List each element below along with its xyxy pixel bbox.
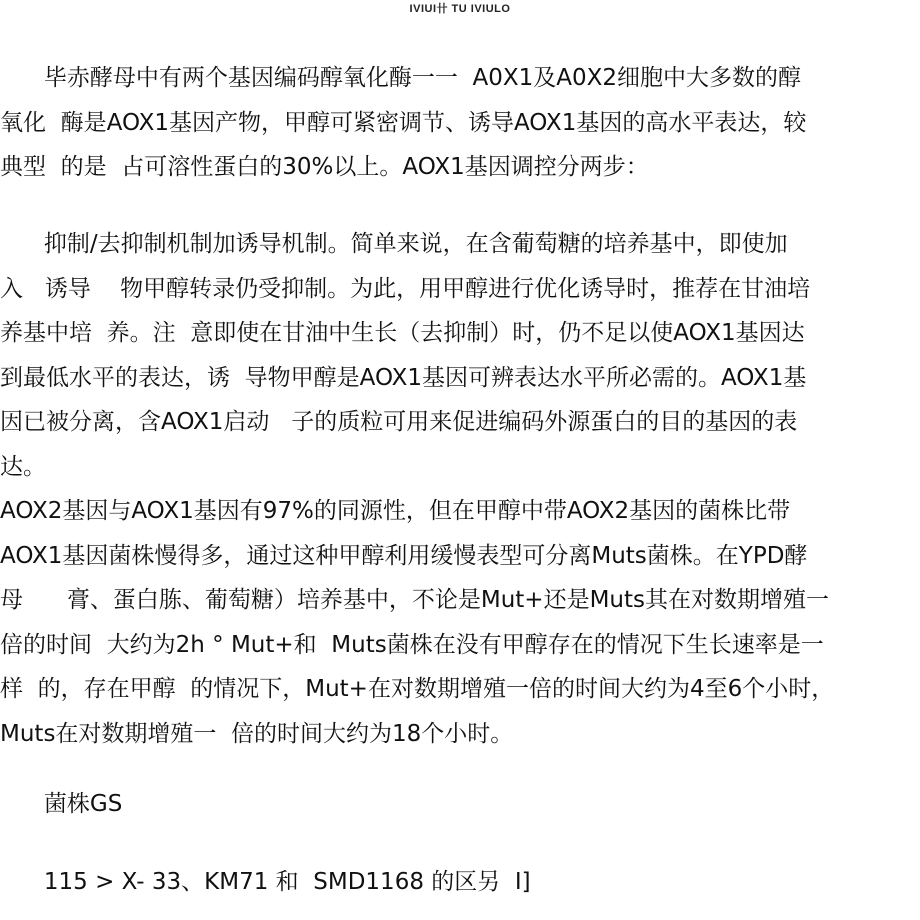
text-line: 养基中培 养。注 意即使在甘油中生长（去抑制）时，仍不足以使AOX1基因达 [0, 320, 805, 346]
page-header: IVIUI卄 TU IVIULO [409, 3, 511, 15]
paragraph-strain-gs [0, 782, 920, 827]
text-line: 母 膏、蛋白胨、葡萄糖）培养基中，不论是Mut+还是Muts其在对数期增殖一 [0, 587, 829, 613]
text-line: 115 > X- 33、KM71 和 SMD1168 的区另 I] [0, 869, 531, 895]
paragraph-strain-differences [0, 860, 920, 905]
text-line: AOX1基因菌株慢得多，通过这种甲醇利用缓慢表型可分离Muts菌株。在YPD酵 [0, 542, 808, 569]
text-line: 氧化 酶是AOX1基因产物，甲醇可紧密调节、诱导AOX1基因的高水平表达，较 [0, 109, 807, 136]
text-line: AOX2基因与AOX1基因有97%的同源性，但在甲醇中带AOX2基因的菌株比带 [0, 498, 791, 524]
text-line: Muts在对数期增殖一 倍的时间大约为18个小时。 [0, 720, 514, 747]
text-line: 达。 [0, 453, 46, 480]
text-line: 样 的，存在甲醇 的情况下，Mut+在对数期增殖一倍的时间大约为4至6个小时， [0, 676, 835, 702]
text-line: 到最低水平的表达，诱 导物甲醇是AOX1基因可辨表达水平所必需的。AOX1基 [0, 364, 807, 391]
paragraph-repression-induction [0, 222, 920, 489]
text-line: 因已被分离，含AOX1启动 子的质粒可用来促进编码外源蛋白的目的基因的表 [0, 409, 798, 435]
text-line: 菌株GS [0, 791, 123, 817]
paragraph-aox-genes [0, 56, 920, 190]
text-line: 抑制/去抑制机制加诱导机制。简单来说，在含葡萄糖的培养基中，即使加 [0, 231, 788, 257]
text-line: 入 诱导 物甲醇转录仍受抑制。为此，用甲醇进行优化诱导时，推荐在甘油培 [0, 275, 811, 302]
paragraph-aox2-muts [0, 489, 920, 756]
text-line: 典型 的是 占可溶性蛋白的30%以上。AOX1基因调控分两步： [0, 154, 649, 180]
text-line: 倍的时间 大约为2h ° Mut+和 Muts菌株在没有甲醇存在的情况下生长速率是一 [0, 631, 824, 658]
text-line: 毕赤酵母中有两个基因编码醇氧化酶一一 A0X1及A0X2细胞中大多数的醇 [0, 65, 802, 91]
